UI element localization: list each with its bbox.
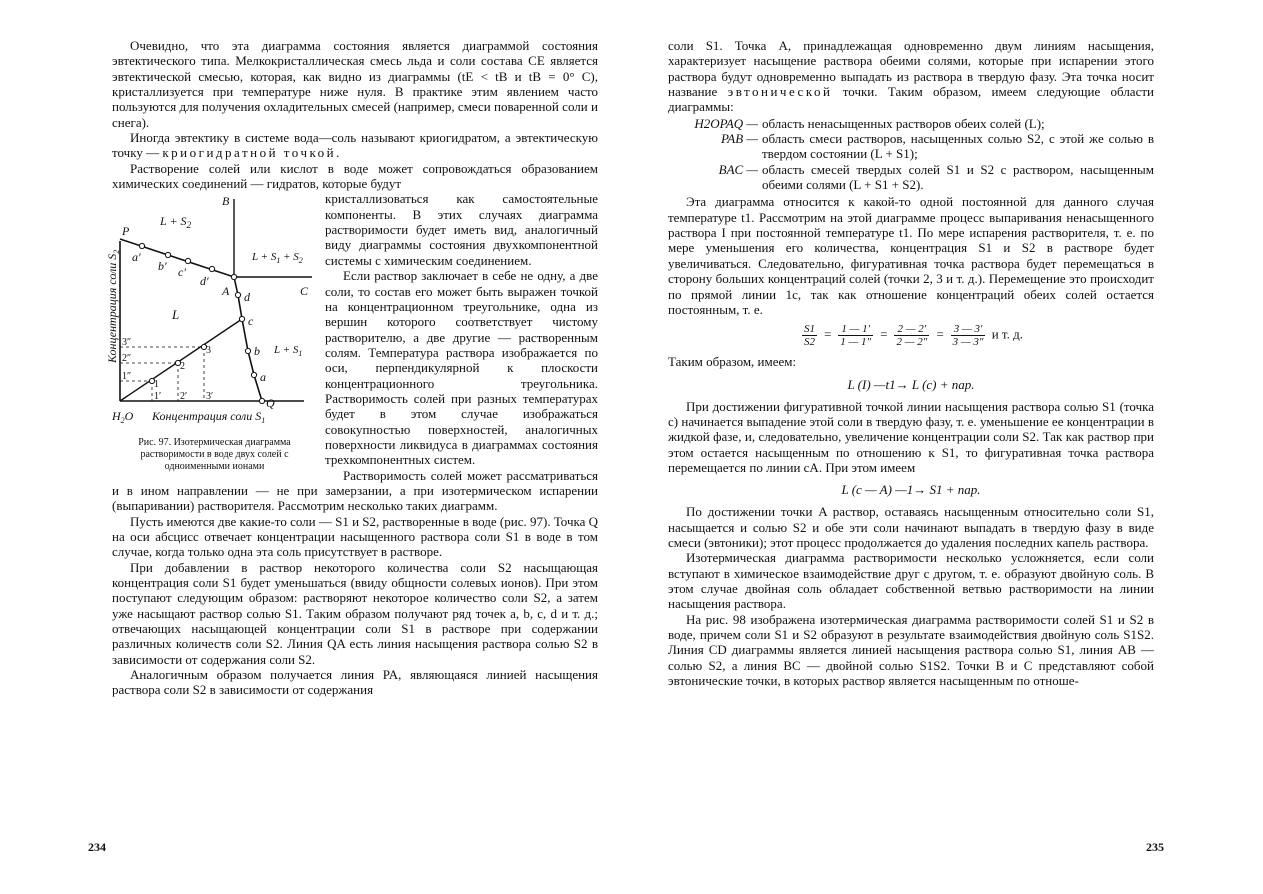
- svg-text:2′: 2′: [180, 391, 188, 403]
- paragraph-text: соли S1. Точка A, принадлежащая одновременно двум линиям насыщения, характеризует насыщение раствора обеими солями, которые при испарении этого раствора будут одновременно выпадать из раствора в твердую фазу. Эта точка носит название: [668, 38, 1154, 100]
- svg-text:3″: 3″: [122, 337, 132, 349]
- definition-list: [668, 116, 1154, 193]
- paragraph: Таким образом, имеем:: [668, 354, 797, 370]
- points-pa: [139, 244, 236, 280]
- svg-text:A: A: [222, 284, 230, 299]
- svg-text:L: L: [172, 307, 180, 323]
- spaced-term: эвтонической: [727, 84, 833, 100]
- figure-97: [105, 194, 317, 473]
- svg-text:Концентрация соли S1: Концентрация соли $S_1$: [152, 409, 266, 426]
- svg-text:L + S1: $L + S_1$: [274, 344, 303, 359]
- fraction: $\frac{1 — 1'}{1 — 1''}$: [840, 323, 872, 349]
- svg-text:d′: d′: [200, 274, 209, 289]
- fraction: $\frac{3 — 3'}{3 — 3''}$: [952, 323, 984, 349]
- svg-text:Концентрация соли S2: Концентрация соли $S_2$: [105, 250, 121, 364]
- paragraph: Растворимость солей может рассматриваться и в ином направлении — не при замерзании, а при изотермическом испарении (выпаривании) растворителя. Рассмотрим несколько таких диаграмм.: [112, 467, 598, 514]
- paragraph: Эта диаграмма относится к какой-то одной постоянной для данного случая температуре t1. Рассмотрим на этой диаграмме процесс выпаривания ненасыщенного раствора I при постоянной температуре t1. По мере испарения растворителя, т. е. по мере уменьшения его количества, концентрация S1 и S2 в растворе будет увеличиваться. Следовательно, фигуративная точка раствора будет перемещаться в сторону больших концентраций солей (точки 2, 3 и т. д.). Перемещение это происходит по прямой линии 1c, так как отношение концентраций обеих солей остается постоянным, т. е.: [668, 194, 1154, 317]
- svg-text:L + S1 + S2: $L + S_1 + S_2$: [252, 251, 303, 266]
- svg-text:d: d: [244, 290, 250, 305]
- svg-text:Q: Q: [266, 396, 275, 411]
- paragraph: Изотермическая диаграмма растворимости несколько усложняется, если соли вступают в химическое взаимодействие друг с другом, т. е. образуют двойную соль. В этом случае двойная соль обладает собственной ветвью растворимости на линии насыщения раствора.: [668, 550, 1154, 612]
- line-1c: [120, 319, 242, 401]
- svg-text:b: b: [254, 344, 260, 359]
- definition-row: [668, 162, 1154, 193]
- definition-desc: область ненасыщенных растворов обеих солей (L);: [762, 115, 1045, 131]
- paragraph: При достижении фигуративной точкой линии насыщения раствора солью S1 (точка c) начинается выпадение этой соли в твердую фазу, т. е. уменьшение ее концентрации в жидкой фазе, и, следовательно, увеличение концентрации соли S2. Так как раствор при этом остается насыщенным по отношению к S1, то фигуративная точка раствора перемещается по линии cA. При этом имеем: [668, 398, 1154, 475]
- paragraph: [668, 38, 1154, 115]
- paragraph: Аналогичным образом получается линия PA, являющаяся линией насыщения раствора соли S2 в зависимости от содержания: [112, 667, 598, 698]
- definition-desc: область смесей твердых солей S1 и S2 с раствором, насыщенным обеими солями (L + S1 + S2).: [762, 161, 1154, 193]
- definition-term: PAB —: [721, 131, 758, 147]
- svg-text:a′: a′: [132, 250, 141, 265]
- definition-desc: область смеси растворов, насыщенных солью S2, с этой же солью в твердом состоянии (L + S1);: [762, 131, 1154, 162]
- formula-crystallization: L (c — A) —1→ S1 + пар.: [841, 482, 981, 498]
- formula-tail: и т. д.: [991, 326, 1023, 342]
- definition-term: BAC —: [718, 161, 758, 177]
- solubility-diagram: [105, 194, 317, 435]
- paragraph: кристаллизоваться как самостоятельные компоненты. В этих случаях диаграмма растворимости будет иметь вид, аналогичный виду диаграммы состояния двухкомпонентной системы с химическим соединением.: [325, 191, 598, 268]
- svg-text:C: C: [300, 284, 309, 299]
- page-number-right: 235: [1146, 840, 1164, 854]
- page-number-left: 234: [88, 840, 106, 854]
- paragraph: Растворение солей или кислот в воде может сопровождаться образованием химических соединений — гидратов, которые будут: [112, 160, 598, 192]
- svg-text:1″: 1″: [122, 371, 132, 383]
- paragraph-text: точки. Таким образом, имеем следующие области диаграммы:: [668, 84, 1154, 115]
- svg-text:3: 3: [206, 345, 211, 357]
- svg-text:c: c: [248, 314, 254, 329]
- svg-text:2″: 2″: [122, 353, 132, 365]
- paragraph: Пусть имеются две какие-то соли — S1 и S2, растворенные в воде (рис. 97). Точка Q на оси абсцисс отвечает концентрации насыщенного раствора соли S1 в воде в том случае, когда только одна эта соль присутствует в растворе.: [112, 513, 599, 560]
- formula-evaporation: L (I) —t1→ L (c) + пар.: [847, 376, 975, 392]
- fraction: $\frac{2 — 2'}{2 — 2''}$: [896, 323, 928, 349]
- svg-text:2: 2: [180, 361, 185, 373]
- svg-text:P: P: [122, 224, 130, 239]
- paragraph: При добавлении в раствор некоторого количества соли S2 насыщающая концентрация соли S1 будет уменьшаться (ввиду общности солевых ионов). При этом поступают следующим образом: растворяют некоторое количество соли S2, а затем уже насыщают раствор солью S1. Таким образом получают ряд точек a, b, c, d и т. д.; отвечающих насыщающей концентрации соли S1 в растворе при содержании различных количеств соли S2. Линия QA есть линия насыщения раствора солью S2 в зависимости от содержания соли S2.: [112, 559, 598, 667]
- svg-text:c′: c′: [178, 265, 186, 280]
- svg-text:B: B: [222, 194, 230, 209]
- svg-text:H2O: $H_2O$: [112, 409, 134, 426]
- svg-text:1′: 1′: [154, 391, 162, 403]
- paragraph: [112, 130, 598, 161]
- svg-text:b′: b′: [158, 259, 167, 274]
- figure-caption: Рис. 97. Изотермическая диаграмма растворимости в воде двух солей с одноименными ионами: [138, 437, 291, 473]
- paragraph: Очевидно, что эта диаграмма состояния является диаграммой состояния эвтектического типа. Мелкокристаллическая смесь льда и соли состава CE является эвтектической смесью, которая, как видно из диаграммы (tE < tB и tB = 0° C), кристаллизуется при температуре ниже нуля. В практике этим явлением часто пользуются для получения охладительных смесей (например, смеси поваренной соли и снега).: [112, 38, 598, 130]
- definition-term: H2OPAQ —: [694, 115, 758, 131]
- definition-row: [668, 116, 1154, 131]
- right-page: [668, 38, 1154, 688]
- spaced-term: криогидратной точкой.: [162, 145, 342, 161]
- definition-row: [668, 131, 1154, 162]
- svg-text:a: a: [260, 370, 266, 385]
- svg-text:L + S2: $L + S_2$: [160, 214, 192, 231]
- svg-text:3′: 3′: [206, 391, 214, 403]
- paragraph: На рис. 98 изображена изотермическая диаграмма растворимости солей S1 и S2 в воде, причем соли S1 и S2 образуют в результате взаимодействия двойную соль S1S2. Линия CD диаграммы является линией насыщения раствора солью S1, линия AB — солью S2, а линия BC — двойной солью S1S2. Точки B и C представляют собой эвтонические точки, в которых раствор является насыщенным по отноше-: [668, 611, 1154, 689]
- paragraph: По достижении точки A раствор, оставаясь насыщенным относительно соли S1, насыщается и солью S2 и обе эти соли начинают выпадать в твердую фазу в виде смеси (эвтоники); этот процесс продолжается до удаления последних капель раствора.: [668, 504, 1154, 550]
- fraction: $\frac{S1}{S2}$: [804, 323, 815, 349]
- left-page: [105, 38, 599, 698]
- formula-ratio: $\frac{S1}{S2}$ = $\frac{1 — 1'}{1 — 1''}$ = $\frac{2 — 2'}{2 — 2''}$ = $\frac{3 — 3'}{3 — 3''}$ и т. д.: [804, 323, 1023, 349]
- paragraph-text: Иногда эвтектику в системе вода—соль называют криогидратом, а эвтектическую точку —: [112, 130, 598, 161]
- paragraph: Если раствор заключает в себе не одну, а две соли, то состав его может быть выражен точкой на концентрационном треугольнике, одна из вершин которого соответствует чистому растворителю, а две другие — растворенным солям. Температура раствора изображается по оси, перпендикулярной к плоскости концентрационного треугольника. Растворимость солей при разных температурах будет в этом случае изображаться совокупностью поверхностей, аналогичных поверхности ликвидуса в диаграммах состояния трехкомпонентных систем.: [325, 268, 598, 468]
- svg-text:1: 1: [154, 379, 159, 391]
